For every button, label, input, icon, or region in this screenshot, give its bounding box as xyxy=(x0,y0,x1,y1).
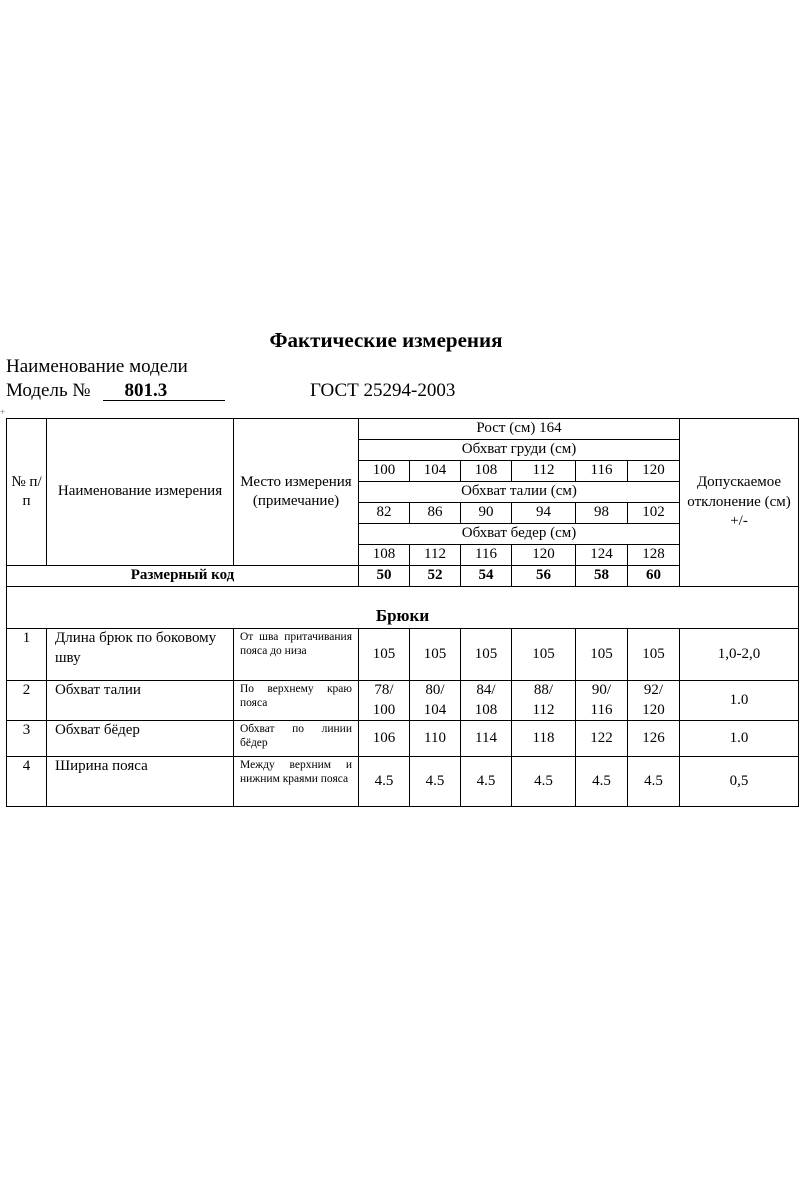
table-row xyxy=(7,757,799,807)
row-name: Обхват талии xyxy=(47,681,234,721)
row-tolerance: 1.0 xyxy=(680,721,799,757)
chest-value: 116 xyxy=(576,461,628,482)
row-value: 105 xyxy=(628,629,680,681)
table-row xyxy=(7,681,799,721)
model-number-value: 801.3 xyxy=(103,381,225,401)
row-value-part: 78/ xyxy=(374,682,394,698)
row-name: Ширина пояса xyxy=(47,757,234,807)
row-value-part: 100 xyxy=(372,701,396,718)
row-place: Между верхним и нижним краями пояса xyxy=(234,757,359,807)
row-tolerance: 1.0 xyxy=(680,681,799,721)
row-value xyxy=(461,681,512,721)
row-place: По верхнему краю пояса xyxy=(234,681,359,721)
row-value xyxy=(628,681,680,721)
row-value-part: 92/ xyxy=(643,682,664,698)
row-tolerance: 0,5 xyxy=(680,757,799,807)
size-code: 60 xyxy=(628,566,680,587)
waist-value: 82 xyxy=(359,503,410,524)
row-value-part: 84/ xyxy=(476,682,496,698)
measurements-table xyxy=(6,418,799,807)
table-row xyxy=(7,721,799,757)
row-num: 3 xyxy=(7,721,47,757)
header-row-height xyxy=(7,419,799,440)
size-code: 50 xyxy=(359,566,410,587)
row-value: 105 xyxy=(410,629,461,681)
row-value-part: 90/ xyxy=(591,682,612,698)
row-place: От шва притачивания пояса до низа xyxy=(234,629,359,681)
row-value: 105 xyxy=(512,629,576,681)
chest-value: 112 xyxy=(512,461,576,482)
row-name: Обхват бёдер xyxy=(47,721,234,757)
waist-label: Обхват талии (см) xyxy=(359,482,680,503)
row-place: Обхват по линии бёдер xyxy=(234,721,359,757)
waist-value: 98 xyxy=(576,503,628,524)
row-tolerance: 1,0-2,0 xyxy=(680,629,799,681)
section-row xyxy=(7,587,799,629)
table-anchor-icon: + xyxy=(0,407,6,417)
row-num: 2 xyxy=(7,681,47,721)
row-value-part: 108 xyxy=(474,701,498,718)
row-value: 105 xyxy=(359,629,410,681)
row-value: 110 xyxy=(410,721,461,757)
size-code: 58 xyxy=(576,566,628,587)
row-value-part: 80/ xyxy=(425,682,445,698)
table-row xyxy=(7,629,799,681)
row-num: 1 xyxy=(7,629,47,681)
row-value-part: 116 xyxy=(590,701,613,718)
hips-label: Обхват бедер (см) xyxy=(359,524,680,545)
chest-value: 100 xyxy=(359,461,410,482)
hips-value: 112 xyxy=(410,545,461,566)
row-value xyxy=(359,681,410,721)
chest-value: 108 xyxy=(461,461,512,482)
col-place-header: Место измерения (примечание) xyxy=(234,419,359,566)
size-code-label: Размерный код xyxy=(7,566,359,587)
row-value: 4.5 xyxy=(410,757,461,807)
size-code: 54 xyxy=(461,566,512,587)
chest-value: 120 xyxy=(628,461,680,482)
row-value: 4.5 xyxy=(576,757,628,807)
col-num-header: № п/ п xyxy=(7,419,47,566)
model-number-line xyxy=(6,380,225,402)
model-number-label: Модель № xyxy=(6,380,91,401)
row-value: 4.5 xyxy=(628,757,680,807)
row-value: 122 xyxy=(576,721,628,757)
waist-value: 86 xyxy=(410,503,461,524)
size-code: 56 xyxy=(512,566,576,587)
row-value: 105 xyxy=(461,629,512,681)
row-value xyxy=(512,681,576,721)
height-label: Рост (см) 164 xyxy=(359,419,680,440)
row-value: 4.5 xyxy=(359,757,410,807)
hips-value: 116 xyxy=(461,545,512,566)
waist-value: 90 xyxy=(461,503,512,524)
hips-value: 128 xyxy=(628,545,680,566)
row-value: 105 xyxy=(576,629,628,681)
row-value: 114 xyxy=(461,721,512,757)
row-value-part: 104 xyxy=(423,701,447,718)
size-code: 52 xyxy=(410,566,461,587)
waist-value: 102 xyxy=(628,503,680,524)
section-title: Брюки xyxy=(7,587,799,629)
row-value-part: 112 xyxy=(532,701,555,718)
hips-value: 120 xyxy=(512,545,576,566)
row-value-part: 120 xyxy=(642,701,665,718)
col-name-header: Наименование измерения xyxy=(47,419,234,566)
chest-value: 104 xyxy=(410,461,461,482)
row-name: Длина брюк по боковому шву xyxy=(47,629,234,681)
row-value: 126 xyxy=(628,721,680,757)
row-value-part: 88/ xyxy=(533,682,554,698)
row-value: 106 xyxy=(359,721,410,757)
row-num: 4 xyxy=(7,757,47,807)
row-value: 118 xyxy=(512,721,576,757)
hips-value: 108 xyxy=(359,545,410,566)
page-title: Фактические измерения xyxy=(269,328,503,352)
row-value: 4.5 xyxy=(461,757,512,807)
row-value xyxy=(576,681,628,721)
col-tolerance-header: Допускаемое отклонение (см) +/- xyxy=(680,419,799,587)
hips-value: 124 xyxy=(576,545,628,566)
gost-standard: ГОСТ 25294-2003 xyxy=(310,380,456,401)
chest-label: Обхват груди (см) xyxy=(359,440,680,461)
row-value: 4.5 xyxy=(512,757,576,807)
waist-value: 94 xyxy=(512,503,576,524)
model-name-label: Наименование модели xyxy=(6,356,188,377)
row-value xyxy=(410,681,461,721)
